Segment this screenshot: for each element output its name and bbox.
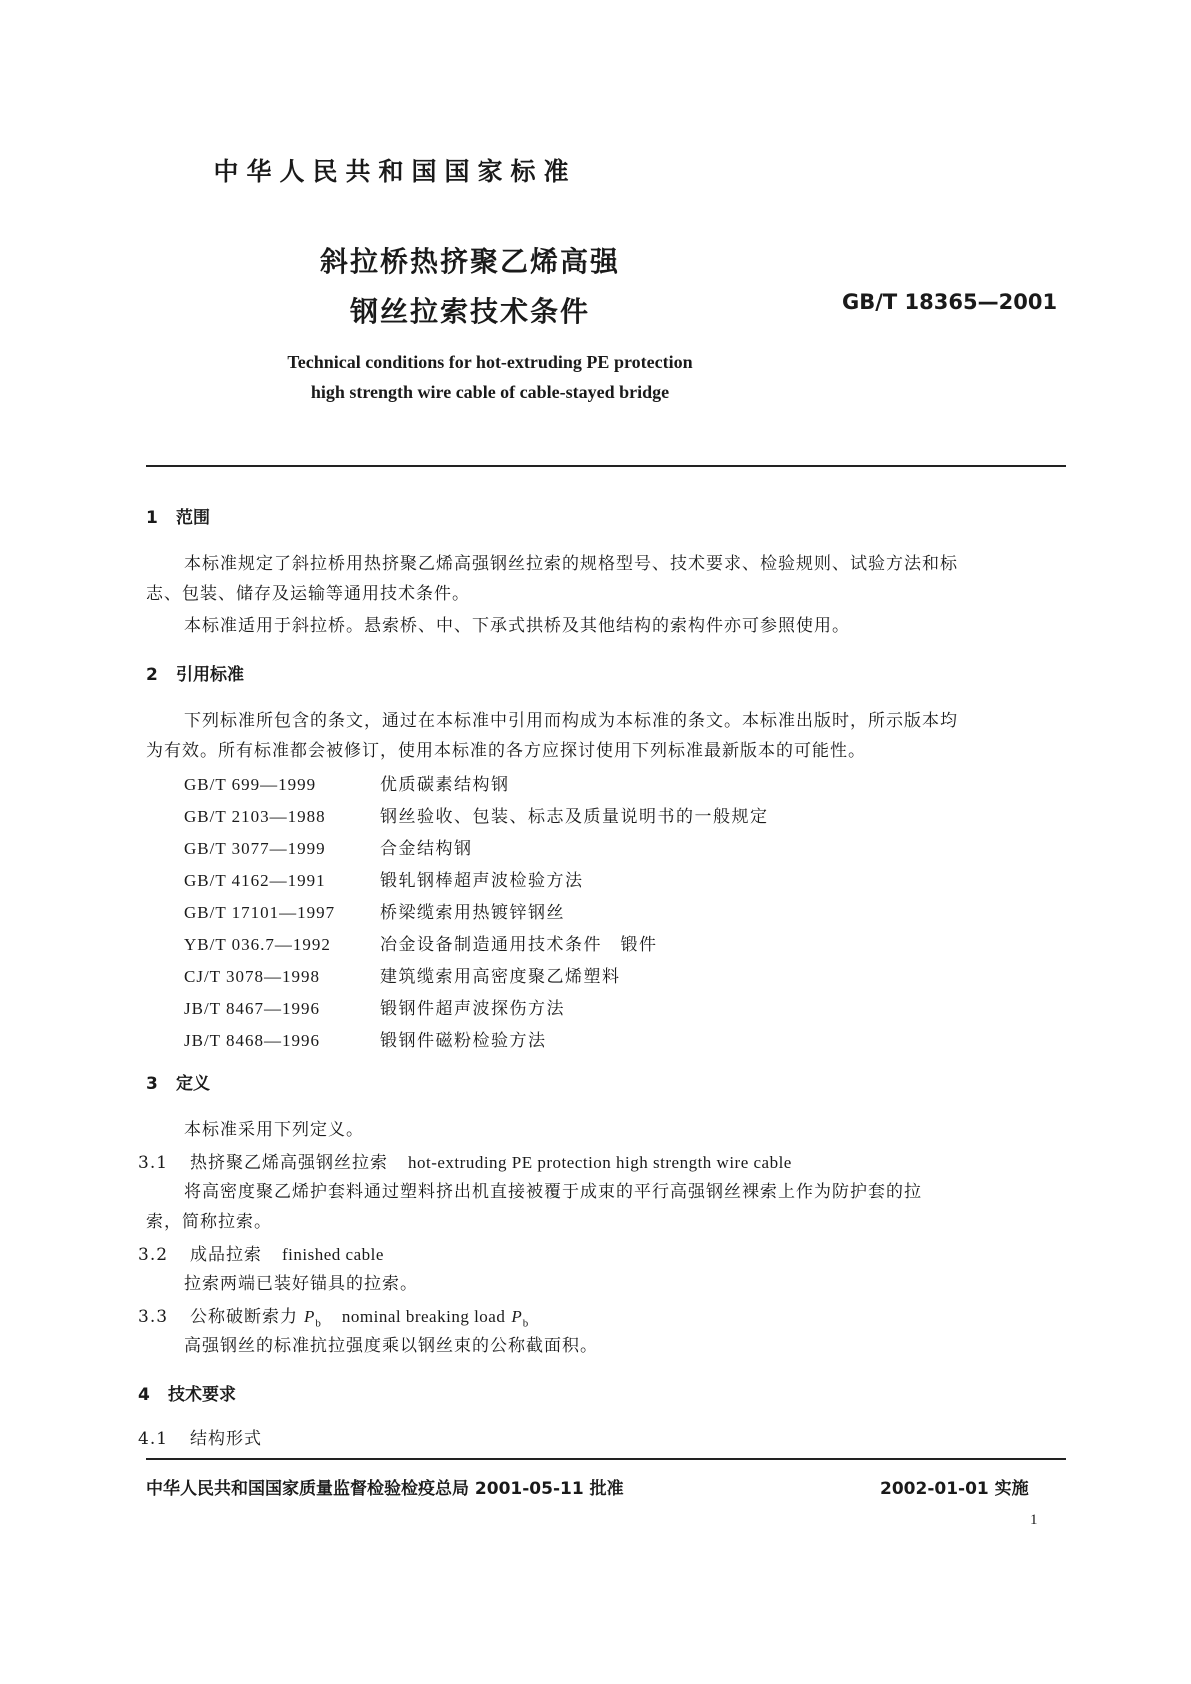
reference-title: 建筑缆索用高密度聚乙烯塑料 xyxy=(380,967,621,987)
reference-item xyxy=(184,930,658,955)
section-title: 定义 xyxy=(176,1074,210,1094)
definition-term-en: hot-extruding PE protection high strength wire cable xyxy=(408,1153,792,1172)
section-title: 引用标准 xyxy=(176,665,244,685)
reference-code: CJ/T 3078—1998 xyxy=(184,967,321,986)
section-1-paragraph-2: 本标准适用于斜拉桥。悬索桥、中、下承式拱桥及其他结构的索构件亦可参照使用。 xyxy=(184,616,850,636)
reference-code: GB/T 2103—1988 xyxy=(184,807,326,826)
reference-title: 钢丝验收、包装、标志及质量说明书的一般规定 xyxy=(380,807,769,827)
chinese-title-line-2: 钢丝拉索技术条件 xyxy=(349,295,590,328)
definition-term-cn: 热挤聚乙烯高强钢丝拉索 xyxy=(190,1153,388,1173)
standard-code: GB/T 18365—2001 xyxy=(842,290,1058,314)
subsection-4-1 xyxy=(138,1424,262,1449)
definition-number: 3.2 xyxy=(138,1245,169,1265)
reference-code: JB/T 8467—1996 xyxy=(184,999,321,1018)
section-3-intro: 本标准采用下列定义。 xyxy=(184,1120,364,1140)
section-2-paragraph-line-1: 下列标准所包含的条文，通过在本标准中引用而构成为本标准的条文。本标准出版时，所示版本均 xyxy=(184,711,958,731)
definition-3-2-description: 拉索两端已装好锚具的拉索。 xyxy=(184,1274,418,1294)
chinese-title-line-1: 斜拉桥热挤聚乙烯高强 xyxy=(319,245,620,278)
reference-item xyxy=(184,1026,547,1051)
reference-code: GB/T 699—1999 xyxy=(184,775,317,794)
section-1-paragraph-1-line-1: 本标准规定了斜拉桥用热挤聚乙烯高强钢丝拉索的规格型号、技术要求、检验规则、试验方法和标 xyxy=(184,554,958,574)
national-standard-title: 中华人民共和国国家标准 xyxy=(213,157,577,186)
definition-number: 3.1 xyxy=(138,1153,169,1173)
definition-term-cn: 公称破断索力 xyxy=(190,1307,298,1327)
english-title-line-2: high strength wire cable of cable-stayed bridge xyxy=(310,382,670,402)
section-number: 3 xyxy=(146,1074,158,1094)
symbol-subscript: b xyxy=(315,1317,322,1330)
footer-divider xyxy=(146,1458,1066,1460)
reference-title: 锻轧钢棒超声波检验方法 xyxy=(380,871,584,891)
reference-item xyxy=(184,898,565,923)
definition-term-en: finished cable xyxy=(282,1245,384,1264)
subsection-title: 结构形式 xyxy=(190,1429,262,1449)
definition-3-1-term xyxy=(138,1148,792,1173)
section-2-heading xyxy=(146,660,244,685)
symbol: P xyxy=(304,1307,316,1326)
approval-statement: 中华人民共和国国家质量监督检验检疫总局 2001-05-11 批准 xyxy=(146,1479,624,1499)
reference-item xyxy=(184,770,510,795)
section-1-heading xyxy=(146,503,210,528)
reference-code: GB/T 17101—1997 xyxy=(184,903,336,922)
reference-item xyxy=(184,962,621,987)
definition-number: 3.3 xyxy=(138,1307,169,1327)
section-number: 1 xyxy=(146,508,158,528)
page-number: 1 xyxy=(1030,1512,1038,1528)
definition-3-1-description-line-1: 将高密度聚乙烯护套料通过塑料挤出机直接被覆于成束的平行高强钢丝裸索上作为防护套的拉 xyxy=(184,1182,922,1202)
section-title: 技术要求 xyxy=(168,1385,236,1405)
reference-code: GB/T 3077—1999 xyxy=(184,839,326,858)
definition-3-3-description: 高强钢丝的标准抗拉强度乘以钢丝束的公称截面积。 xyxy=(184,1336,598,1356)
reference-item xyxy=(184,802,769,827)
reference-title: 优质碳素结构钢 xyxy=(380,775,510,795)
definition-term-en: nominal breaking load xyxy=(341,1307,506,1326)
effective-date: 2002-01-01 实施 xyxy=(880,1479,1029,1499)
reference-title: 合金结构钢 xyxy=(380,839,473,859)
section-number: 2 xyxy=(146,665,158,685)
definition-3-3-term xyxy=(138,1302,529,1329)
reference-code: JB/T 8468—1996 xyxy=(184,1031,321,1050)
section-number: 4 xyxy=(138,1385,150,1405)
reference-title: 冶金设备制造通用技术条件 锻件 xyxy=(380,935,658,955)
reference-code: YB/T 036.7—1992 xyxy=(184,935,331,954)
section-3-heading xyxy=(146,1069,210,1094)
definition-3-2-term xyxy=(138,1240,384,1265)
header-divider xyxy=(146,465,1066,467)
reference-code: GB/T 4162—1991 xyxy=(184,871,326,890)
reference-item xyxy=(184,834,473,859)
symbol: P xyxy=(511,1307,523,1326)
reference-title: 锻钢件超声波探伤方法 xyxy=(380,999,565,1019)
definition-term-cn: 成品拉索 xyxy=(190,1245,262,1265)
subsection-number: 4.1 xyxy=(138,1429,169,1449)
section-2-paragraph-line-2: 为有效。所有标准都会被修订，使用本标准的各方应探讨使用下列标准最新版本的可能性。 xyxy=(146,741,866,761)
section-title: 范围 xyxy=(176,508,210,528)
english-title-line-1: Technical conditions for hot-extruding PE protection xyxy=(287,352,693,372)
reference-title: 桥梁缆索用热镀锌钢丝 xyxy=(380,903,565,923)
section-4-heading xyxy=(138,1380,236,1405)
reference-item xyxy=(184,994,565,1019)
reference-item xyxy=(184,866,584,891)
symbol-subscript: b xyxy=(522,1317,530,1330)
section-1-paragraph-1-line-2: 志、包装、储存及运输等通用技术条件。 xyxy=(146,584,470,604)
definition-3-1-description-line-2: 索，简称拉索。 xyxy=(146,1212,272,1232)
reference-title: 锻钢件磁粉检验方法 xyxy=(380,1031,547,1051)
